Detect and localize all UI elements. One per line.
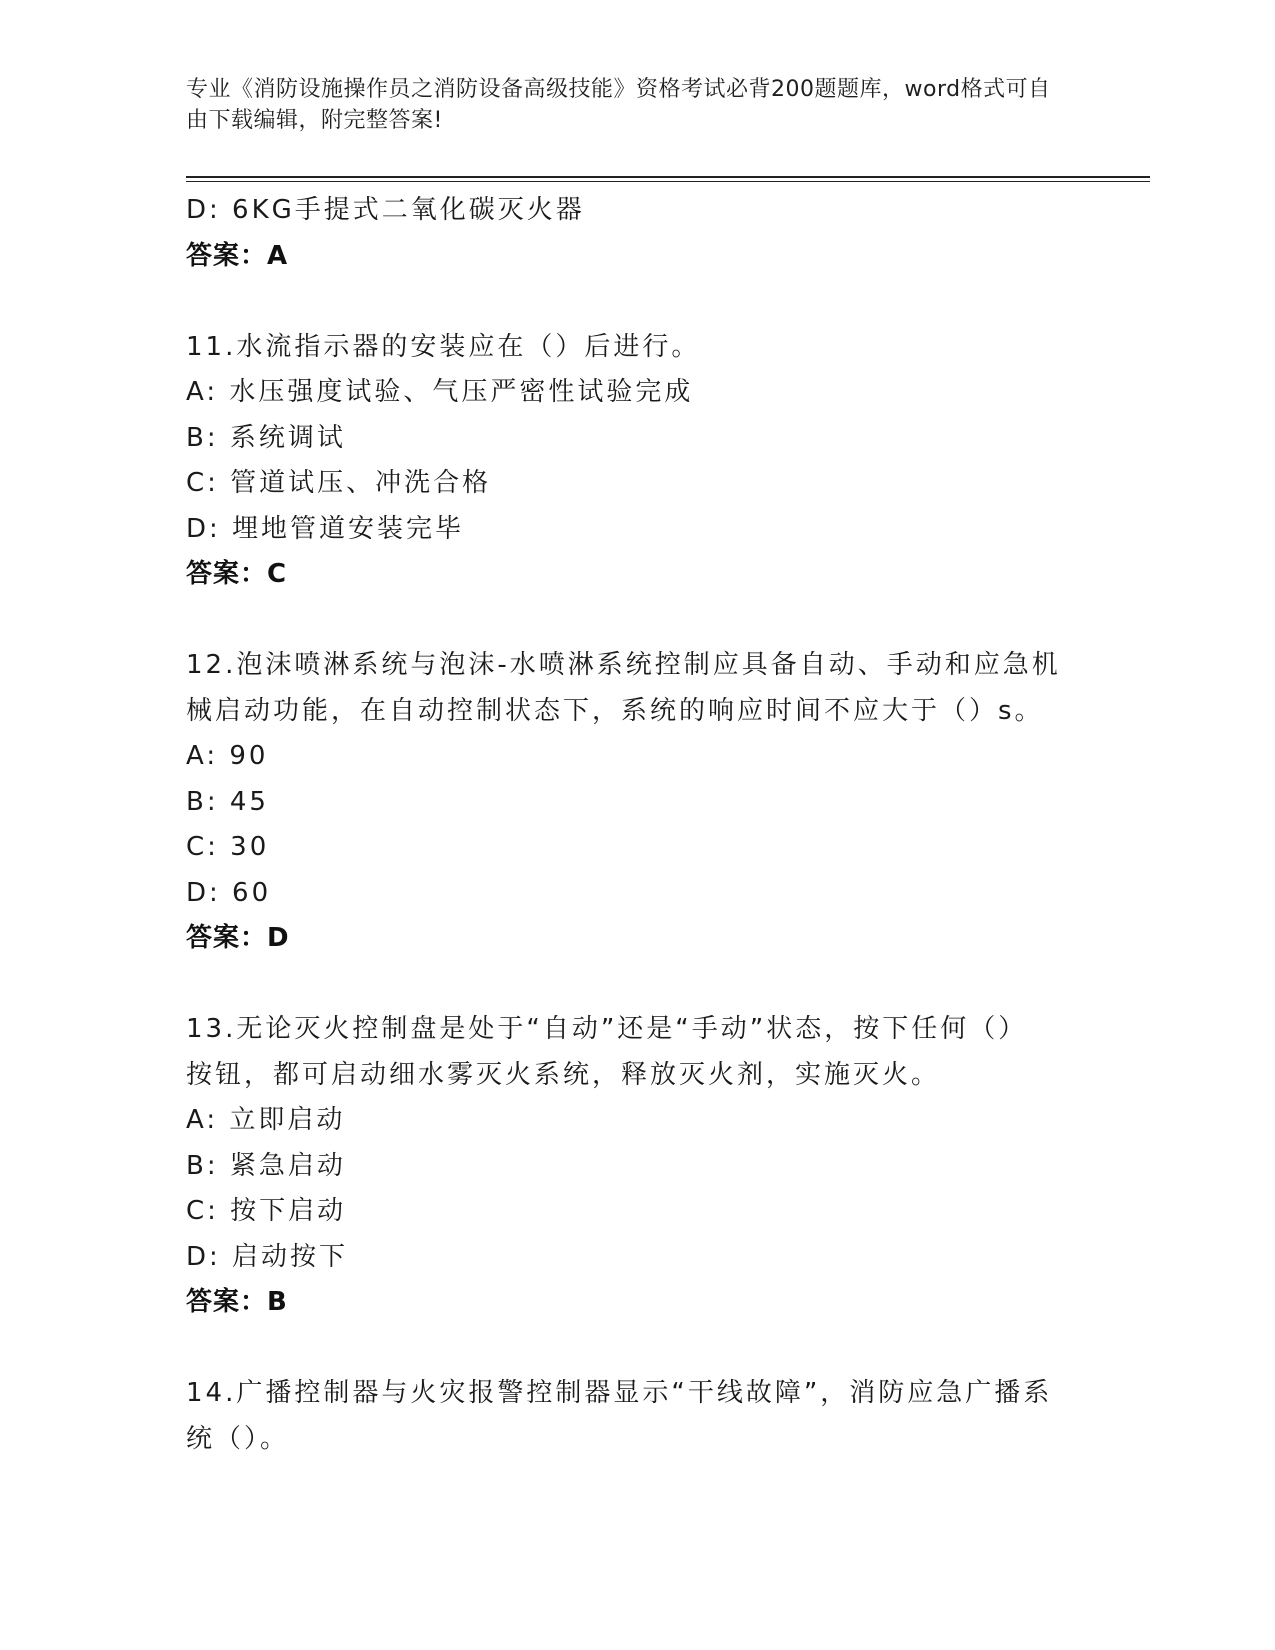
q13-option-a: A: 立即启动 (186, 1105, 346, 1135)
header-divider-thin (186, 181, 1150, 182)
q13-option-b: B: 紧急启动 (186, 1150, 346, 1181)
q13-stem-line1: 13.无论灭火控制盘是处于“自动”还是“手动”状态，按下任何（） (186, 1014, 1028, 1044)
spacer (186, 1326, 1086, 1372)
q11-option-a: A: 水压强度试验、气压严密性试验完成 (186, 377, 694, 407)
q10-option-d: D: 6KG手提式二氧化碳灭火器 (186, 195, 585, 225)
q13-stem-line2: 按钮，都可启动细水雾灭火系统，释放灭火剂，实施灭火。 (186, 1059, 941, 1090)
q12-option-d: D: 60 (186, 877, 272, 908)
q14-stem-line1: 14.广播控制器与火灾报警控制器显示“干线故障”，消防应急广播系 (186, 1378, 1053, 1408)
q12-answer: 答案：D (186, 923, 290, 953)
question-list (186, 188, 1086, 1462)
q11-option-b: B: 系统调试 (186, 422, 346, 453)
q13-answer: 答案：B (186, 1287, 288, 1317)
q12-stem-line1: 12.泡沫喷淋系统与泡沫-水喷淋系统控制应具备自动、手动和应急机 (186, 650, 1061, 680)
q13-option-d: D: 启动按下 (186, 1241, 349, 1272)
q12-option-c: C: 30 (186, 832, 270, 862)
document-header: 专业《消防设施操作员之消防设备高级技能》资格考试必背200题题库，word格式可自由下载编辑，附完整答案! (186, 77, 1051, 133)
header-divider-thick (186, 176, 1150, 178)
q11-option-d: D: 埋地管道安装完毕 (186, 513, 465, 544)
q11-stem: 11.水流指示器的安装应在（）后进行。 (186, 331, 701, 362)
q12-option-a: A: 90 (186, 741, 269, 771)
q11-answer: 答案：C (186, 559, 288, 589)
q14-stem-line2: 统（）。 (186, 1423, 290, 1454)
q12-option-b: B: 45 (186, 786, 269, 817)
spacer (186, 279, 1086, 325)
q11-option-c: C: 管道试压、冲洗合格 (186, 468, 492, 498)
q10-answer: 答案：A (186, 240, 289, 271)
q13-option-c: C: 按下启动 (186, 1196, 347, 1226)
spacer (186, 598, 1086, 644)
spacer (186, 962, 1086, 1008)
q12-stem-line2: 械启动功能，在自动控制状态下，系统的响应时间不应大于（）s。 (186, 695, 1044, 726)
